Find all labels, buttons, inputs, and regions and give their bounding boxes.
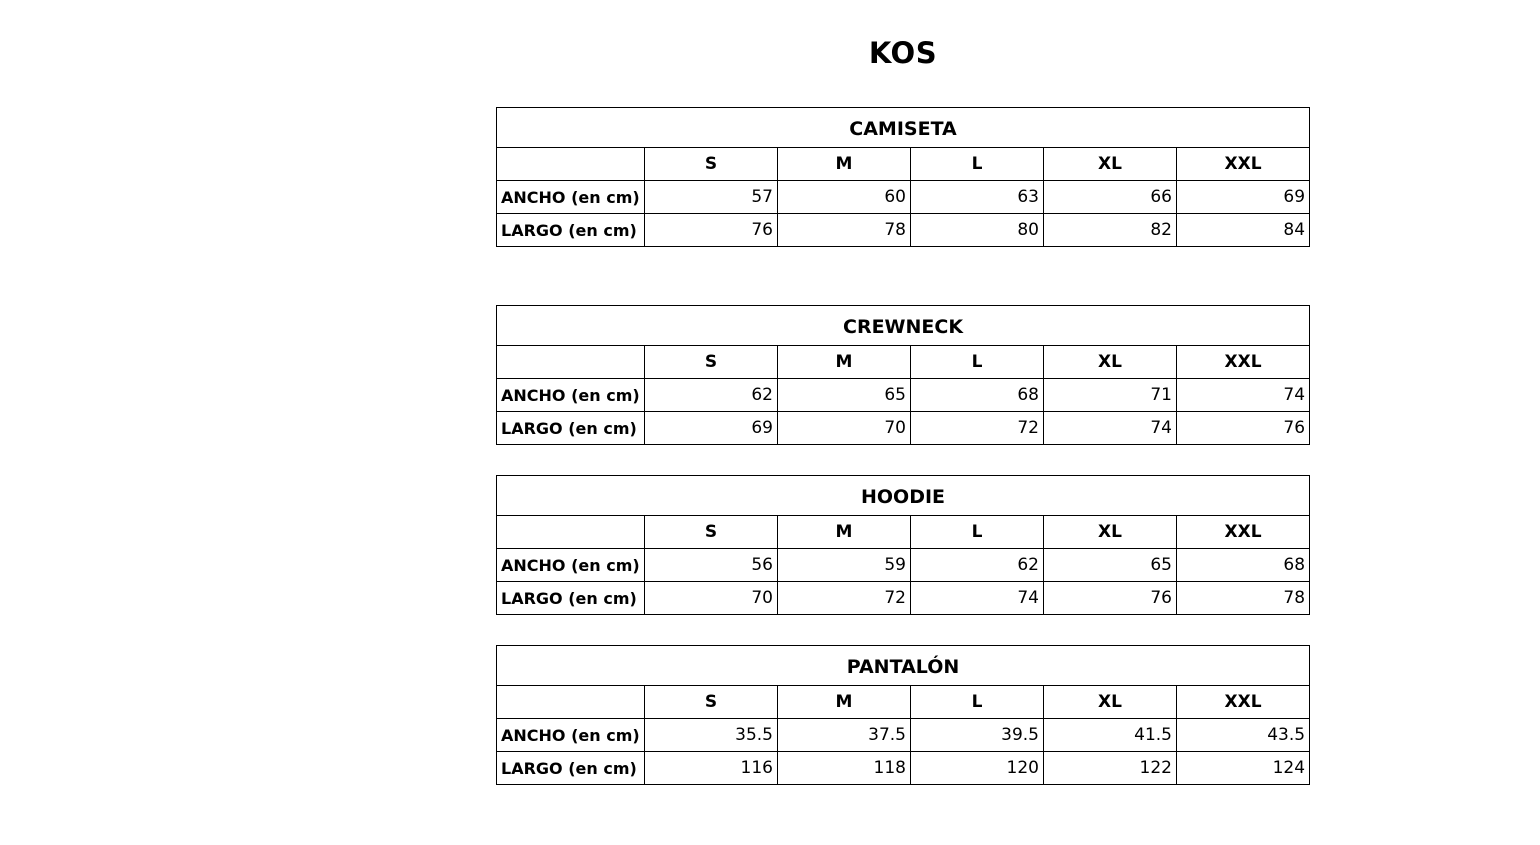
value-cell: 62: [911, 549, 1044, 582]
table-row: [497, 181, 1310, 214]
empty-header-cell: [497, 148, 645, 181]
size-header: S: [645, 516, 778, 549]
row-label: LARGO (en cm): [497, 752, 645, 785]
value-cell: 43.5: [1177, 719, 1310, 752]
value-cell: 57: [645, 181, 778, 214]
value-cell: 56: [645, 549, 778, 582]
row-label: LARGO (en cm): [497, 412, 645, 445]
page-title: KOS: [868, 36, 938, 70]
row-label: ANCHO (en cm): [497, 181, 645, 214]
value-cell: 37.5: [778, 719, 911, 752]
value-cell: 74: [911, 582, 1044, 615]
value-cell: 74: [1044, 412, 1177, 445]
table-row: [497, 582, 1310, 615]
size-header: L: [911, 686, 1044, 719]
size-header: XXL: [1177, 346, 1310, 379]
value-cell: 70: [645, 582, 778, 615]
value-cell: 124: [1177, 752, 1310, 785]
size-header: S: [645, 346, 778, 379]
value-cell: 80: [911, 214, 1044, 247]
size-header: M: [778, 686, 911, 719]
size-table-camiseta: [496, 107, 1310, 247]
value-cell: 41.5: [1044, 719, 1177, 752]
size-header: S: [645, 148, 778, 181]
value-cell: 35.5: [645, 719, 778, 752]
value-cell: 60: [778, 181, 911, 214]
row-label: ANCHO (en cm): [497, 719, 645, 752]
value-cell: 71: [1044, 379, 1177, 412]
size-header-row: [497, 516, 1310, 549]
value-cell: 59: [778, 549, 911, 582]
value-cell: 76: [645, 214, 778, 247]
value-cell: 63: [911, 181, 1044, 214]
value-cell: 74: [1177, 379, 1310, 412]
value-cell: 69: [645, 412, 778, 445]
table-row: [497, 719, 1310, 752]
value-cell: 82: [1044, 214, 1177, 247]
table-title: CREWNECK: [497, 306, 1310, 346]
size-header: XL: [1044, 148, 1177, 181]
size-header: XXL: [1177, 516, 1310, 549]
value-cell: 118: [778, 752, 911, 785]
value-cell: 72: [911, 412, 1044, 445]
size-header: XXL: [1177, 686, 1310, 719]
table-title: CAMISETA: [497, 108, 1310, 148]
size-header: XL: [1044, 686, 1177, 719]
empty-header-cell: [497, 346, 645, 379]
size-header: M: [778, 516, 911, 549]
value-cell: 69: [1177, 181, 1310, 214]
table-title: HOODIE: [497, 476, 1310, 516]
table-title: PANTALÓN: [497, 646, 1310, 686]
size-table-crewneck: [496, 305, 1310, 445]
row-label: LARGO (en cm): [497, 582, 645, 615]
size-header-row: [497, 346, 1310, 379]
row-label: LARGO (en cm): [497, 214, 645, 247]
value-cell: 72: [778, 582, 911, 615]
value-cell: 120: [911, 752, 1044, 785]
value-cell: 76: [1177, 412, 1310, 445]
size-header: L: [911, 516, 1044, 549]
empty-header-cell: [497, 516, 645, 549]
table-row: [497, 379, 1310, 412]
table-row: [497, 752, 1310, 785]
size-header-row: [497, 686, 1310, 719]
table-row: [497, 214, 1310, 247]
value-cell: 68: [911, 379, 1044, 412]
size-table-hoodie: [496, 475, 1310, 615]
row-label: ANCHO (en cm): [497, 549, 645, 582]
value-cell: 70: [778, 412, 911, 445]
value-cell: 68: [1177, 549, 1310, 582]
value-cell: 76: [1044, 582, 1177, 615]
value-cell: 122: [1044, 752, 1177, 785]
value-cell: 84: [1177, 214, 1310, 247]
row-label: ANCHO (en cm): [497, 379, 645, 412]
value-cell: 78: [1177, 582, 1310, 615]
value-cell: 65: [778, 379, 911, 412]
value-cell: 116: [645, 752, 778, 785]
empty-header-cell: [497, 686, 645, 719]
table-row: [497, 412, 1310, 445]
size-header-row: [497, 148, 1310, 181]
size-header: L: [911, 148, 1044, 181]
size-header: XL: [1044, 346, 1177, 379]
size-header: M: [778, 148, 911, 181]
size-header: S: [645, 686, 778, 719]
size-header: XL: [1044, 516, 1177, 549]
value-cell: 39.5: [911, 719, 1044, 752]
size-header: XXL: [1177, 148, 1310, 181]
size-header: L: [911, 346, 1044, 379]
size-header: M: [778, 346, 911, 379]
value-cell: 65: [1044, 549, 1177, 582]
value-cell: 66: [1044, 181, 1177, 214]
value-cell: 62: [645, 379, 778, 412]
value-cell: 78: [778, 214, 911, 247]
size-table-pantalon: [496, 645, 1310, 785]
table-row: [497, 549, 1310, 582]
